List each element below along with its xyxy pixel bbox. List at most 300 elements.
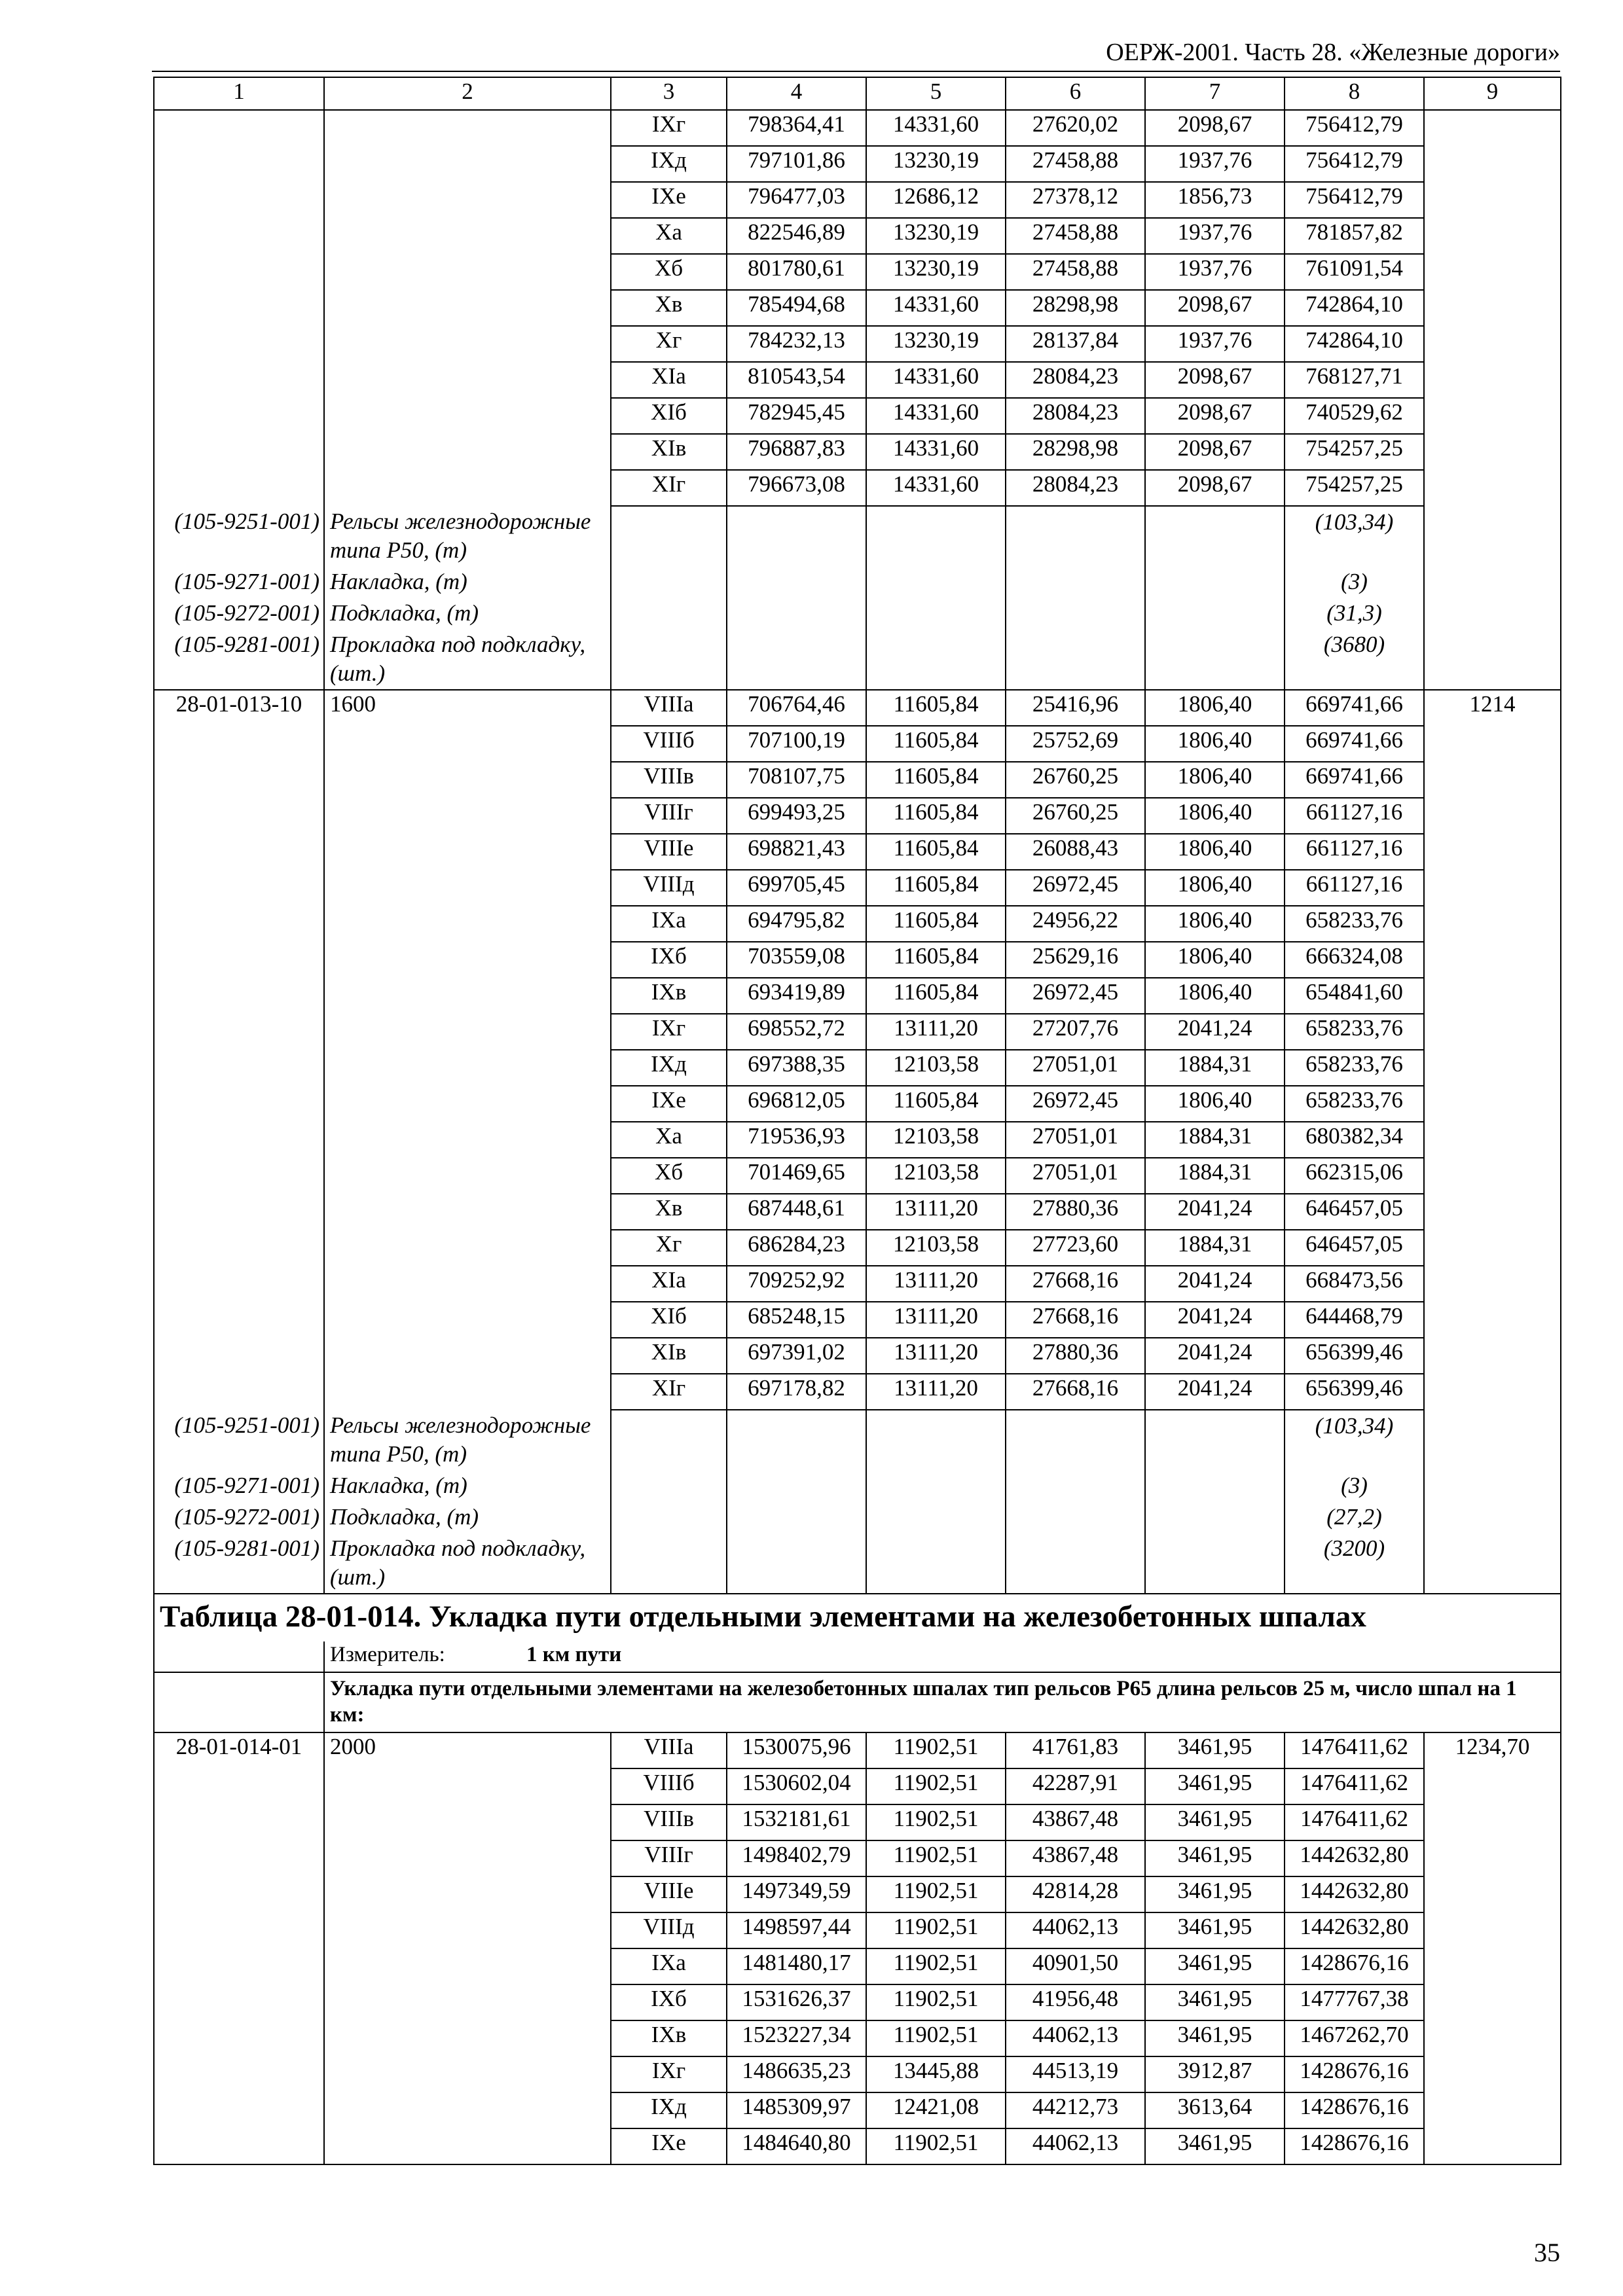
code-cell bbox=[154, 798, 324, 834]
wages-cell: 11902,51 bbox=[866, 1804, 1006, 1840]
total-cost-cell: 706764,46 bbox=[727, 690, 866, 726]
resource-code-cell: (105-9251-001) bbox=[154, 1410, 324, 1470]
resource-row bbox=[154, 1470, 1561, 1501]
machines-cell: 27051,01 bbox=[1006, 1050, 1145, 1086]
drivers-wages-cell: 2041,24 bbox=[1145, 1374, 1285, 1410]
sleepers-count-cell bbox=[324, 290, 611, 326]
sleepers-count-cell bbox=[324, 1912, 611, 1948]
empty-cell bbox=[1006, 598, 1145, 629]
resource-name-cell: Прокладка под подкладку, (шт.) bbox=[324, 1533, 611, 1594]
total-cost-cell: 693419,89 bbox=[727, 978, 866, 1014]
wages-cell: 11902,51 bbox=[866, 1840, 1006, 1876]
zone-cell: Xг bbox=[611, 326, 727, 362]
zone-cell: VIIIа bbox=[611, 1732, 727, 1768]
total-cost-cell: 782945,45 bbox=[727, 398, 866, 434]
zone-cell: VIIIв bbox=[611, 762, 727, 798]
wages-cell: 11902,51 bbox=[866, 1768, 1006, 1804]
empty-cell bbox=[611, 1533, 727, 1594]
drivers-wages-cell: 1856,73 bbox=[1145, 182, 1285, 218]
empty-cell bbox=[866, 1501, 1006, 1533]
zone-cell: IXе bbox=[611, 1086, 727, 1122]
sleepers-count-cell bbox=[324, 398, 611, 434]
wages-cell: 11902,51 bbox=[866, 1948, 1006, 1984]
drivers-wages-cell: 2041,24 bbox=[1145, 1302, 1285, 1338]
extra-value-cell bbox=[1424, 218, 1561, 254]
code-cell bbox=[154, 1840, 324, 1876]
empty-cell bbox=[611, 629, 727, 690]
code-cell: 28-01-014-01 bbox=[154, 1732, 324, 1768]
materials-cell: 658233,76 bbox=[1285, 1014, 1424, 1050]
code-cell bbox=[154, 2128, 324, 2164]
empty-cell bbox=[1424, 1533, 1561, 1594]
empty-cell bbox=[727, 1410, 866, 1470]
total-cost-cell: 1484640,80 bbox=[727, 2128, 866, 2164]
code-cell bbox=[154, 146, 324, 182]
code-cell bbox=[154, 1122, 324, 1158]
drivers-wages-cell: 2098,67 bbox=[1145, 362, 1285, 398]
extra-value-cell bbox=[1424, 1768, 1561, 1804]
sleepers-count-cell bbox=[324, 218, 611, 254]
extra-value-cell bbox=[1424, 978, 1561, 1014]
materials-cell: 1428676,16 bbox=[1285, 2128, 1424, 2164]
sleepers-count-cell bbox=[324, 1804, 611, 1840]
drivers-wages-cell: 2098,67 bbox=[1145, 398, 1285, 434]
drivers-wages-cell: 3461,95 bbox=[1145, 1876, 1285, 1912]
wages-cell: 11605,84 bbox=[866, 690, 1006, 726]
machines-cell: 27668,16 bbox=[1006, 1374, 1145, 1410]
drivers-wages-cell: 1937,76 bbox=[1145, 326, 1285, 362]
zone-cell: Xг bbox=[611, 1230, 727, 1266]
resource-row bbox=[154, 1533, 1561, 1594]
machines-cell: 26972,45 bbox=[1006, 978, 1145, 1014]
zone-cell: IXд bbox=[611, 146, 727, 182]
zone-cell: VIIIе bbox=[611, 834, 727, 870]
total-cost-cell: 719536,93 bbox=[727, 1122, 866, 1158]
empty-cell bbox=[611, 1501, 727, 1533]
drivers-wages-cell: 2098,67 bbox=[1145, 110, 1285, 146]
materials-cell: 742864,10 bbox=[1285, 290, 1424, 326]
extra-value-cell bbox=[1424, 834, 1561, 870]
extra-value-cell bbox=[1424, 1302, 1561, 1338]
meter-cell bbox=[324, 1641, 1561, 1672]
drivers-wages-cell: 1806,40 bbox=[1145, 690, 1285, 726]
machines-cell: 24956,22 bbox=[1006, 906, 1145, 942]
resource-row bbox=[154, 1410, 1561, 1470]
total-cost-cell: 686284,23 bbox=[727, 1230, 866, 1266]
column-number-cell: 7 bbox=[1145, 77, 1285, 110]
code-cell bbox=[154, 326, 324, 362]
machines-cell: 42814,28 bbox=[1006, 1876, 1145, 1912]
zone-cell: Xб bbox=[611, 254, 727, 290]
sleepers-count-cell bbox=[324, 1194, 611, 1230]
wages-cell: 13111,20 bbox=[866, 1374, 1006, 1410]
materials-cell: 1428676,16 bbox=[1285, 2092, 1424, 2128]
machines-cell: 44062,13 bbox=[1006, 1912, 1145, 1948]
materials-cell: 1442632,80 bbox=[1285, 1912, 1424, 1948]
table-row bbox=[154, 798, 1561, 834]
materials-cell: 669741,66 bbox=[1285, 690, 1424, 726]
drivers-wages-cell: 1806,40 bbox=[1145, 726, 1285, 762]
wages-cell: 13111,20 bbox=[866, 1338, 1006, 1374]
total-cost-cell: 1486635,23 bbox=[727, 2056, 866, 2092]
sleepers-count-cell bbox=[324, 1086, 611, 1122]
drivers-wages-cell: 3461,95 bbox=[1145, 1804, 1285, 1840]
empty-cell bbox=[1145, 598, 1285, 629]
table-row bbox=[154, 1014, 1561, 1050]
empty-cell bbox=[1006, 1470, 1145, 1501]
resource-name-cell: Накладка, (т) bbox=[324, 1470, 611, 1501]
meter-value: 1 км пути bbox=[526, 1643, 622, 1666]
total-cost-cell: 798364,41 bbox=[727, 110, 866, 146]
drivers-wages-cell: 1937,76 bbox=[1145, 146, 1285, 182]
zone-cell: VIIIб bbox=[611, 1768, 727, 1804]
resource-quantity-cell: (3680) bbox=[1285, 629, 1424, 690]
machines-cell: 27458,88 bbox=[1006, 146, 1145, 182]
sleepers-count-cell bbox=[324, 1014, 611, 1050]
code-cell bbox=[154, 1014, 324, 1050]
total-cost-cell: 1497349,59 bbox=[727, 1876, 866, 1912]
sleepers-count-cell bbox=[324, 1948, 611, 1984]
extra-value-cell bbox=[1424, 326, 1561, 362]
table-row bbox=[154, 290, 1561, 326]
table-row bbox=[154, 362, 1561, 398]
page-number: 35 bbox=[1534, 2238, 1560, 2267]
wages-cell: 14331,60 bbox=[866, 362, 1006, 398]
resource-row bbox=[154, 1501, 1561, 1533]
empty-cell bbox=[727, 566, 866, 598]
table-row bbox=[154, 1912, 1561, 1948]
drivers-wages-cell: 2098,67 bbox=[1145, 434, 1285, 470]
column-number-cell: 2 bbox=[324, 77, 611, 110]
machines-cell: 27880,36 bbox=[1006, 1194, 1145, 1230]
code-cell bbox=[154, 182, 324, 218]
table-row bbox=[154, 470, 1561, 506]
machines-cell: 28298,98 bbox=[1006, 434, 1145, 470]
materials-cell: 756412,79 bbox=[1285, 182, 1424, 218]
code-cell bbox=[154, 1194, 324, 1230]
wages-cell: 11605,84 bbox=[866, 1086, 1006, 1122]
empty-cell bbox=[1424, 598, 1561, 629]
materials-cell: 1477767,38 bbox=[1285, 1984, 1424, 2020]
table-row bbox=[154, 978, 1561, 1014]
empty-cell bbox=[1145, 1533, 1285, 1594]
total-cost-cell: 709252,92 bbox=[727, 1266, 866, 1302]
wages-cell: 13230,19 bbox=[866, 254, 1006, 290]
materials-cell: 1476411,62 bbox=[1285, 1804, 1424, 1840]
machines-cell: 27620,02 bbox=[1006, 110, 1145, 146]
total-cost-cell: 708107,75 bbox=[727, 762, 866, 798]
code-cell bbox=[154, 1768, 324, 1804]
total-cost-cell: 1531626,37 bbox=[727, 1984, 866, 2020]
wages-cell: 12103,58 bbox=[866, 1050, 1006, 1086]
code-cell bbox=[154, 942, 324, 978]
empty-cell bbox=[866, 1533, 1006, 1594]
extra-value-cell bbox=[1424, 1840, 1561, 1876]
extra-value-cell bbox=[1424, 1374, 1561, 1410]
table-row bbox=[154, 1840, 1561, 1876]
total-cost-cell: 697388,35 bbox=[727, 1050, 866, 1086]
column-number-cell: 4 bbox=[727, 77, 866, 110]
materials-cell: 661127,16 bbox=[1285, 834, 1424, 870]
extra-value-cell bbox=[1424, 362, 1561, 398]
drivers-wages-cell: 2041,24 bbox=[1145, 1194, 1285, 1230]
drivers-wages-cell: 3461,95 bbox=[1145, 2020, 1285, 2056]
empty-cell bbox=[1424, 566, 1561, 598]
empty-cell bbox=[866, 629, 1006, 690]
materials-cell: 669741,66 bbox=[1285, 726, 1424, 762]
table-row bbox=[154, 110, 1561, 146]
total-cost-cell: 703559,08 bbox=[727, 942, 866, 978]
materials-cell: 756412,79 bbox=[1285, 146, 1424, 182]
extra-value-cell: 1234,70 bbox=[1424, 1732, 1561, 1768]
zone-cell: IXе bbox=[611, 182, 727, 218]
zone-cell: XIг bbox=[611, 470, 727, 506]
sleepers-count-cell: 1600 bbox=[324, 690, 611, 726]
sleepers-count-cell bbox=[324, 470, 611, 506]
extra-value-cell bbox=[1424, 2128, 1561, 2164]
sleepers-count-cell: 2000 bbox=[324, 1732, 611, 1768]
materials-cell: 1442632,80 bbox=[1285, 1876, 1424, 1912]
section-subtitle: Укладка пути отдельными элементами на железобетонных шпалах тип рельсов Р65 длина рельсов 25 м, число шпал на 1 км: bbox=[324, 1672, 1561, 1732]
empty-cell bbox=[727, 1501, 866, 1533]
machines-cell: 43867,48 bbox=[1006, 1840, 1145, 1876]
zone-cell: Xа bbox=[611, 218, 727, 254]
table-row bbox=[154, 1122, 1561, 1158]
table-row bbox=[154, 254, 1561, 290]
total-cost-cell: 1485309,97 bbox=[727, 2092, 866, 2128]
extra-value-cell bbox=[1424, 1338, 1561, 1374]
resource-quantity-cell: (27,2) bbox=[1285, 1501, 1424, 1533]
wages-cell: 11605,84 bbox=[866, 870, 1006, 906]
zone-cell: VIIIб bbox=[611, 726, 727, 762]
extra-value-cell bbox=[1424, 726, 1561, 762]
total-cost-cell: 1481480,17 bbox=[727, 1948, 866, 1984]
zone-cell: XIб bbox=[611, 398, 727, 434]
zone-cell: XIб bbox=[611, 1302, 727, 1338]
wages-cell: 13111,20 bbox=[866, 1194, 1006, 1230]
total-cost-cell: 1530075,96 bbox=[727, 1732, 866, 1768]
total-cost-cell: 784232,13 bbox=[727, 326, 866, 362]
machines-cell: 28298,98 bbox=[1006, 290, 1145, 326]
machines-cell: 25752,69 bbox=[1006, 726, 1145, 762]
machines-cell: 27668,16 bbox=[1006, 1302, 1145, 1338]
zone-cell: IXд bbox=[611, 2092, 727, 2128]
zone-cell: IXе bbox=[611, 2128, 727, 2164]
empty-cell bbox=[727, 506, 866, 566]
code-cell bbox=[154, 1050, 324, 1086]
drivers-wages-cell: 1937,76 bbox=[1145, 218, 1285, 254]
resource-code-cell: (105-9251-001) bbox=[154, 506, 324, 566]
column-number-cell: 9 bbox=[1424, 77, 1561, 110]
extra-value-cell: 1214 bbox=[1424, 690, 1561, 726]
machines-cell: 26760,25 bbox=[1006, 798, 1145, 834]
extra-value-cell bbox=[1424, 1266, 1561, 1302]
total-cost-cell: 701469,65 bbox=[727, 1158, 866, 1194]
drivers-wages-cell: 2098,67 bbox=[1145, 290, 1285, 326]
total-cost-cell: 796887,83 bbox=[727, 434, 866, 470]
extra-value-cell bbox=[1424, 1912, 1561, 1948]
drivers-wages-cell: 1806,40 bbox=[1145, 942, 1285, 978]
machines-cell: 26972,45 bbox=[1006, 1086, 1145, 1122]
resource-row bbox=[154, 506, 1561, 566]
sleepers-count-cell bbox=[324, 1840, 611, 1876]
wages-cell: 14331,60 bbox=[866, 110, 1006, 146]
machines-cell: 40901,50 bbox=[1006, 1948, 1145, 1984]
table-row bbox=[154, 834, 1561, 870]
materials-cell: 680382,34 bbox=[1285, 1122, 1424, 1158]
empty-cell bbox=[1006, 506, 1145, 566]
wages-cell: 11902,51 bbox=[866, 1912, 1006, 1948]
code-cell bbox=[154, 218, 324, 254]
drivers-wages-cell: 1806,40 bbox=[1145, 834, 1285, 870]
code-cell bbox=[154, 110, 324, 146]
table-title: Таблица 28-01-014. Укладка пути отдельными элементами на железобетонных шпалах bbox=[154, 1594, 1561, 1641]
materials-cell: 661127,16 bbox=[1285, 798, 1424, 834]
sleepers-count-cell bbox=[324, 326, 611, 362]
empty-cell bbox=[866, 1410, 1006, 1470]
table-row bbox=[154, 1302, 1561, 1338]
zone-cell: Xв bbox=[611, 290, 727, 326]
wages-cell: 12103,58 bbox=[866, 1230, 1006, 1266]
resource-row bbox=[154, 598, 1561, 629]
materials-cell: 754257,25 bbox=[1285, 470, 1424, 506]
total-cost-cell: 698552,72 bbox=[727, 1014, 866, 1050]
wages-cell: 11902,51 bbox=[866, 2128, 1006, 2164]
sleepers-count-cell bbox=[324, 798, 611, 834]
zone-cell: IXб bbox=[611, 1984, 727, 2020]
extra-value-cell bbox=[1424, 1050, 1561, 1086]
wages-cell: 13111,20 bbox=[866, 1014, 1006, 1050]
zone-cell: XIв bbox=[611, 434, 727, 470]
extra-value-cell bbox=[1424, 1804, 1561, 1840]
code-cell bbox=[154, 762, 324, 798]
materials-cell: 644468,79 bbox=[1285, 1302, 1424, 1338]
drivers-wages-cell: 1806,40 bbox=[1145, 762, 1285, 798]
zone-cell: IXа bbox=[611, 906, 727, 942]
empty-cell bbox=[727, 1470, 866, 1501]
column-number-cell: 5 bbox=[866, 77, 1006, 110]
wages-cell: 11605,84 bbox=[866, 942, 1006, 978]
table-row bbox=[154, 870, 1561, 906]
total-cost-cell: 1498597,44 bbox=[727, 1912, 866, 1948]
resource-name-cell: Рельсы железнодорожные типа Р50, (т) bbox=[324, 506, 611, 566]
drivers-wages-cell: 1937,76 bbox=[1145, 254, 1285, 290]
wages-cell: 11605,84 bbox=[866, 798, 1006, 834]
column-number-cell: 6 bbox=[1006, 77, 1145, 110]
extra-value-cell bbox=[1424, 1158, 1561, 1194]
subtitle-row bbox=[154, 1672, 1561, 1732]
table-row bbox=[154, 1050, 1561, 1086]
drivers-wages-cell: 2041,24 bbox=[1145, 1014, 1285, 1050]
materials-cell: 658233,76 bbox=[1285, 1050, 1424, 1086]
code-cell bbox=[154, 726, 324, 762]
empty-cell bbox=[1006, 1410, 1145, 1470]
table-row bbox=[154, 326, 1561, 362]
table-body bbox=[154, 77, 1561, 2164]
code-cell bbox=[154, 362, 324, 398]
wages-cell: 13230,19 bbox=[866, 218, 1006, 254]
zone-cell: VIIIг bbox=[611, 1840, 727, 1876]
empty-cell bbox=[154, 1641, 324, 1672]
wages-cell: 11902,51 bbox=[866, 1732, 1006, 1768]
drivers-wages-cell: 1806,40 bbox=[1145, 906, 1285, 942]
empty-cell bbox=[1424, 629, 1561, 690]
machines-cell: 25416,96 bbox=[1006, 690, 1145, 726]
materials-cell: 761091,54 bbox=[1285, 254, 1424, 290]
total-cost-cell: 822546,89 bbox=[727, 218, 866, 254]
extra-value-cell bbox=[1424, 182, 1561, 218]
header-rule bbox=[152, 71, 1560, 72]
wages-cell: 11902,51 bbox=[866, 2020, 1006, 2056]
zone-cell: VIIIа bbox=[611, 690, 727, 726]
materials-cell: 656399,46 bbox=[1285, 1374, 1424, 1410]
sleepers-count-cell bbox=[324, 978, 611, 1014]
code-cell bbox=[154, 254, 324, 290]
empty-cell bbox=[1006, 1501, 1145, 1533]
resource-quantity-cell: (3200) bbox=[1285, 1533, 1424, 1594]
materials-cell: 768127,71 bbox=[1285, 362, 1424, 398]
resource-quantity-cell: (31,3) bbox=[1285, 598, 1424, 629]
drivers-wages-cell: 1806,40 bbox=[1145, 870, 1285, 906]
sleepers-count-cell bbox=[324, 1374, 611, 1410]
extra-value-cell bbox=[1424, 870, 1561, 906]
materials-cell: 654841,60 bbox=[1285, 978, 1424, 1014]
drivers-wages-cell: 3461,95 bbox=[1145, 1768, 1285, 1804]
wages-cell: 13445,88 bbox=[866, 2056, 1006, 2092]
sleepers-count-cell bbox=[324, 110, 611, 146]
materials-cell: 669741,66 bbox=[1285, 762, 1424, 798]
resource-quantity-cell: (3) bbox=[1285, 566, 1424, 598]
empty-cell bbox=[154, 1672, 324, 1732]
resource-quantity-cell: (103,34) bbox=[1285, 1410, 1424, 1470]
zone-cell: IXг bbox=[611, 110, 727, 146]
materials-cell: 1428676,16 bbox=[1285, 1948, 1424, 1984]
empty-cell bbox=[1006, 629, 1145, 690]
total-cost-cell: 796477,03 bbox=[727, 182, 866, 218]
machines-cell: 27723,60 bbox=[1006, 1230, 1145, 1266]
code-cell bbox=[154, 1948, 324, 1984]
empty-cell bbox=[1145, 506, 1285, 566]
meter-label: Измеритель: bbox=[330, 1643, 445, 1666]
sleepers-count-cell bbox=[324, 182, 611, 218]
drivers-wages-cell: 1884,31 bbox=[1145, 1050, 1285, 1086]
drivers-wages-cell: 1806,40 bbox=[1145, 798, 1285, 834]
code-cell: 28-01-013-10 bbox=[154, 690, 324, 726]
table-row bbox=[154, 398, 1561, 434]
drivers-wages-cell: 3461,95 bbox=[1145, 1732, 1285, 1768]
table-row bbox=[154, 1374, 1561, 1410]
wages-cell: 11605,84 bbox=[866, 726, 1006, 762]
empty-cell bbox=[866, 506, 1006, 566]
resource-name-cell: Подкладка, (т) bbox=[324, 1501, 611, 1533]
sleepers-count-cell bbox=[324, 762, 611, 798]
column-number-cell: 1 bbox=[154, 77, 324, 110]
table-row bbox=[154, 906, 1561, 942]
machines-cell: 27051,01 bbox=[1006, 1122, 1145, 1158]
column-number-cell: 8 bbox=[1285, 77, 1424, 110]
wages-cell: 14331,60 bbox=[866, 470, 1006, 506]
extra-value-cell bbox=[1424, 146, 1561, 182]
drivers-wages-cell: 3912,87 bbox=[1145, 2056, 1285, 2092]
empty-cell bbox=[727, 629, 866, 690]
materials-cell: 1428676,16 bbox=[1285, 2056, 1424, 2092]
sleepers-count-cell bbox=[324, 434, 611, 470]
machines-cell: 28084,23 bbox=[1006, 470, 1145, 506]
empty-cell bbox=[1145, 1470, 1285, 1501]
wages-cell: 14331,60 bbox=[866, 290, 1006, 326]
extra-value-cell bbox=[1424, 1014, 1561, 1050]
empty-cell bbox=[611, 506, 727, 566]
